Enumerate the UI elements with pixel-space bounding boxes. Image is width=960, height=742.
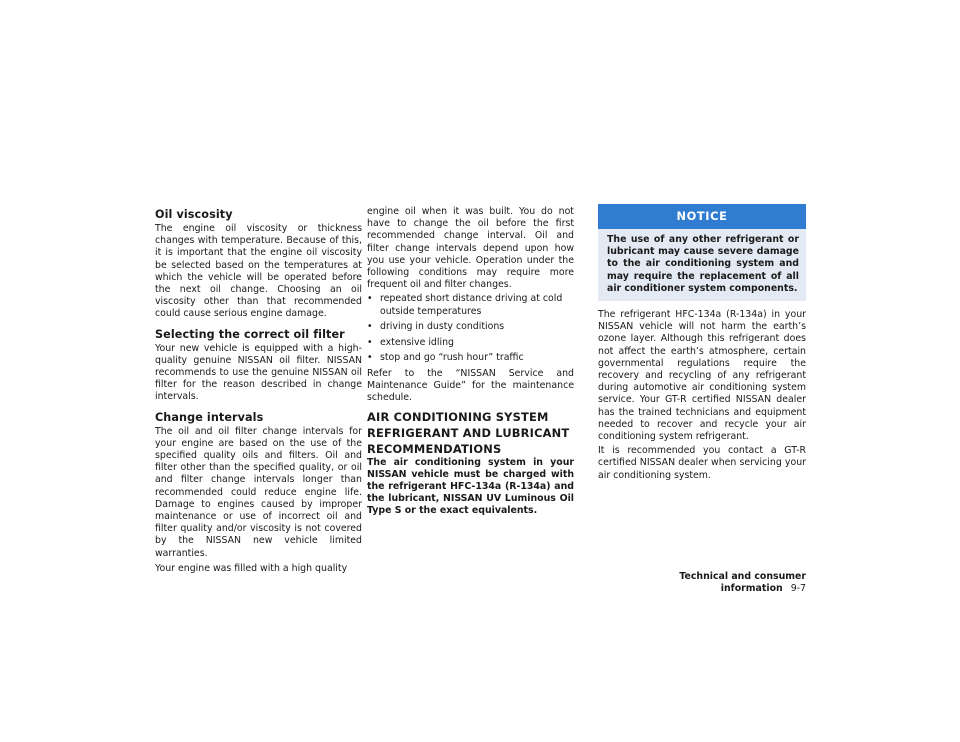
page-footer xyxy=(598,571,806,595)
ac-body: The air conditioning system in your NISSAN vehicle must be charged with the refrigerant HFC-134a (R-134a) and the lubricant, NISSAN UV Luminous Oil Type S or the exact equivalents. xyxy=(367,456,574,517)
oil-viscosity-section xyxy=(155,206,362,321)
conditions-list xyxy=(367,293,574,364)
oil-viscosity-body: The engine oil viscosity or thickness changes with temperature. Because of this, it is important that the engine oil viscosity be selected based on the temperatures at which the vehicle will be operated before the next oil change. Choosing an oil viscosity other than that recommended could cause serious engine damage. xyxy=(155,223,362,320)
notice-body: The use of any other refrigerant or lubricant may cause severe damage to the air conditioning system and may require the replacement of all air conditioner system components. xyxy=(598,229,806,301)
oil-viscosity-heading: Oil viscosity xyxy=(155,208,233,221)
list-item: • extensive idling xyxy=(367,336,454,348)
bullet-mark: • xyxy=(367,293,373,305)
bullet-mark: • xyxy=(367,336,373,348)
oil-filter-heading: Selecting the correct oil filter xyxy=(155,327,345,341)
refrigerant-paragraph: The refrigerant HFC-134a (R-134a) in your NISSAN vehicle will not harm the earth’s ozone layer. Although this refrigerant does not affect the earth’s atmosphere, certain governmental regulations require the recovery and recycling of any refrigerant during automotive air conditioning system service. Your GT-R certified NISSAN dealer has the trained technicians and equipment needed to recover and recycle your air conditioning system refrigerant. xyxy=(598,309,806,443)
bullet-mark: • xyxy=(367,321,373,333)
change-intervals-body: The oil and oil filter change intervals for your engine are based on the use of the specified quality oils and filters. Oil and filter other than the specified quality, or oil and filter change intervals longer than recommended could reduce engine life. Damage to engines caused by improper maintenance or use of incorrect oil and filter quality and/or viscosity is not covered by the NISSAN new vehicle limited warranties. xyxy=(155,425,362,559)
page-number: 9-7 xyxy=(790,583,806,594)
notice-title: NOTICE xyxy=(598,204,806,229)
ac-heading: AIR CONDITIONING SYSTEM REFRIGERANT AND LUBRICANT RECOMMENDATIONS xyxy=(367,409,570,456)
notice-box xyxy=(598,204,806,301)
bullet-mark: • xyxy=(367,352,373,364)
list-item: • stop and go “rush hour” traffic xyxy=(367,352,524,364)
engine-oil-paragraph-cont: engine oil when it was built. You do not have to change the oil before the first recommended change interval. Oil and filter change intervals depend upon how you use your vehicle. Operation under the following conditions may require more frequent oil and filter changes. xyxy=(367,206,574,291)
oil-filter-body: Your new vehicle is equipped with a high-quality genuine NISSAN oil filter. NISSAN recommends to use the genuine NISSAN oil filter for the reason described in change intervals. xyxy=(155,342,362,403)
footer-section-title: Technical and consumer information xyxy=(679,571,806,594)
change-intervals-section xyxy=(155,409,362,575)
list-item: • driving in dusty conditions xyxy=(367,321,505,333)
list-item: • repeated short distance driving at cold outside temperatures xyxy=(367,293,563,317)
engine-oil-paragraph-start: Your engine was filled with a high quality xyxy=(155,562,348,574)
refer-paragraph: Refer to the “NISSAN Service and Maintenance Guide” for the maintenance schedule. xyxy=(367,368,574,404)
column-right xyxy=(598,204,806,484)
column-middle xyxy=(367,206,574,518)
dealer-paragraph: It is recommended you contact a GT-R certified NISSAN dealer when servicing your air conditioning system. xyxy=(598,445,806,481)
change-intervals-heading: Change intervals xyxy=(155,410,264,424)
column-left xyxy=(155,206,362,577)
oil-filter-section xyxy=(155,326,362,404)
